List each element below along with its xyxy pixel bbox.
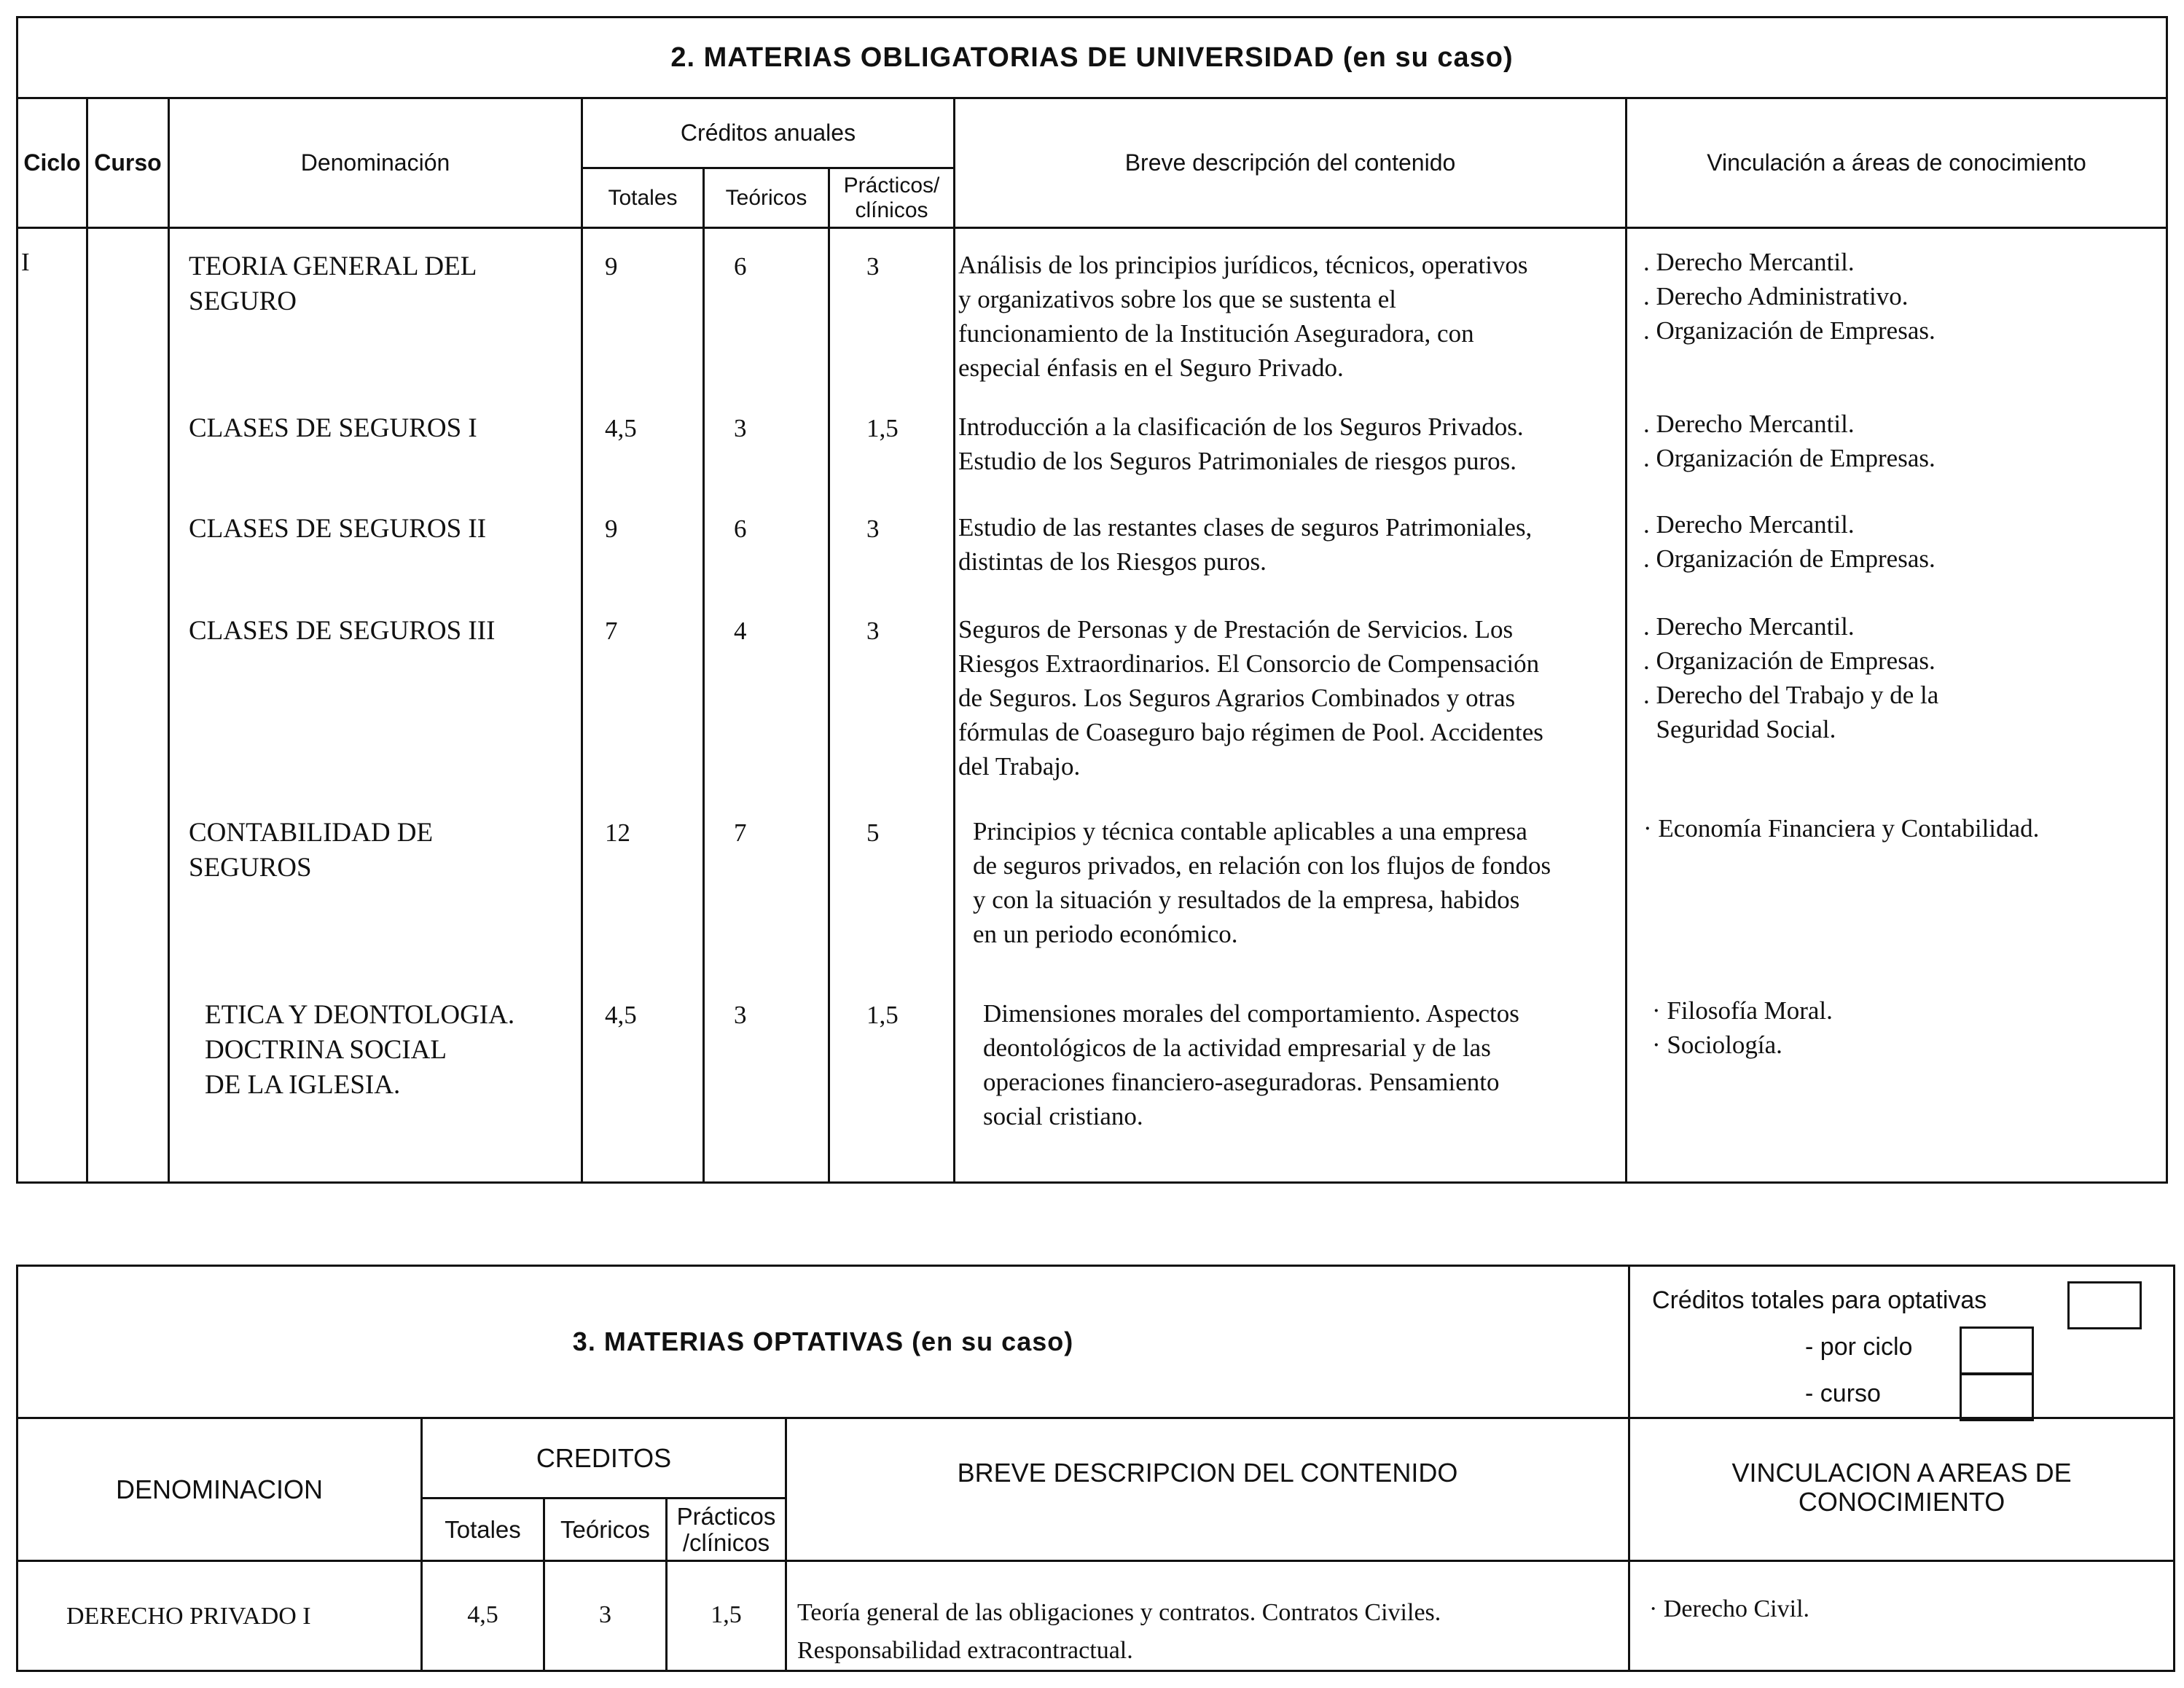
credits-practicos: 3 — [866, 252, 880, 281]
area-line: · Sociología. — [1652, 1031, 1782, 1059]
credits-teoricos: 6 — [734, 515, 747, 543]
description-line: especial énfasis en el Seguro Privado. — [958, 353, 1344, 382]
optativa-desc-line: Teoría general de las obligaciones y contratos. Contratos Civiles. — [797, 1599, 1441, 1626]
area-line: . Derecho Mercantil. — [1643, 410, 1855, 438]
header3-practicos: Prácticos /clínicos — [667, 1499, 786, 1561]
header-denominacion: Denominación — [169, 98, 582, 228]
header3-teoricos: Teóricos — [544, 1499, 667, 1561]
header3-totales: Totales — [422, 1499, 544, 1561]
description-line: Dimensiones morales del comportamiento. Aspectos — [983, 999, 1519, 1028]
header-teoricos: Teóricos — [704, 168, 829, 228]
subject-name-line: CONTABILIDAD DE — [189, 818, 434, 848]
description-line: y organizativos sobre los que se sustenta el — [958, 285, 1397, 313]
area-line: · Economía Financiera y Contabilidad. — [1643, 814, 2040, 843]
header3-creditos: CREDITOS — [422, 1418, 786, 1499]
optativas-total-box[interactable] — [2067, 1281, 2142, 1329]
header-curso: Curso — [87, 98, 169, 228]
area-line: · Filosofía Moral. — [1652, 996, 1833, 1025]
description-line: Análisis de los principios jurídicos, técnicos, operativos — [958, 251, 1528, 279]
header3-descripcion: BREVE DESCRIPCION DEL CONTENIDO — [786, 1418, 1629, 1561]
area-line: . Organización de Empresas. — [1643, 444, 1936, 472]
subject-description — [970, 814, 1555, 951]
subject-name — [176, 512, 486, 547]
section3-title: 3. MATERIAS OPTATIVAS (en su caso) — [17, 1266, 1629, 1418]
area-line: . Derecho Mercantil. — [1643, 248, 1855, 276]
optativas-credits-box — [1629, 1266, 2175, 1418]
credits-practicos: 5 — [866, 818, 880, 847]
knowledge-areas — [1627, 407, 1936, 475]
area-line: . Organización de Empresas. — [1643, 316, 1936, 345]
header-ciclo: Ciclo — [17, 98, 87, 228]
subject-description — [955, 248, 1533, 385]
subject-description — [955, 612, 1548, 784]
description-line: operaciones financiero-aseguradoras. Pensamiento — [983, 1068, 1500, 1096]
descripcion-column — [955, 228, 1627, 1183]
subject-name-line: ETICA Y DEONTOLOGIA. — [205, 1000, 515, 1030]
credits-totales: 4,5 — [605, 1001, 637, 1029]
credits-teoricos: 7 — [734, 818, 747, 847]
optativa-desc-line: Responsabilidad extracontractual. — [797, 1637, 1133, 1664]
description-line: de Seguros. Los Seguros Agrarios Combinados y otras — [958, 684, 1516, 712]
subject-name — [176, 614, 495, 649]
header-vinculacion: Vinculación a áreas de conocimiento — [1627, 98, 2167, 228]
ciclo-value: I — [17, 228, 87, 1183]
knowledge-areas — [1627, 507, 1936, 576]
credits-teoricos: 3 — [734, 1001, 747, 1029]
subject-description — [955, 510, 1536, 579]
optativas-label: Créditos totales para optativas — [1652, 1286, 1987, 1314]
area-line: . Derecho Mercantil. — [1643, 612, 1855, 641]
optativa-name: DERECHO PRIVADO I — [17, 1561, 422, 1671]
obligatorias-table — [16, 16, 2168, 1184]
por-ciclo-label: - por ciclo — [1805, 1333, 1913, 1361]
header-practicos: Prácticos/ clínicos — [829, 168, 955, 228]
description-line: fórmulas de Coaseguro bajo régimen de Pool. Accidentes — [958, 718, 1543, 746]
description-line: Estudio de las restantes clases de seguros Patrimoniales, — [958, 513, 1533, 542]
subject-name-line: TEORIA GENERAL DEL — [189, 251, 477, 281]
area-line: . Organización de Empresas. — [1643, 544, 1936, 573]
totales-column — [582, 228, 704, 1183]
credits-practicos: 1,5 — [866, 414, 899, 442]
subject-name — [176, 249, 477, 319]
optativa-totales: 4,5 — [422, 1561, 544, 1671]
header3-denominacion: DENOMINACION — [17, 1418, 422, 1561]
credits-totales: 7 — [605, 617, 618, 645]
practicos-column — [829, 228, 955, 1183]
credits-totales: 9 — [605, 252, 618, 281]
description-line: distintas de los Riesgos puros. — [958, 547, 1267, 576]
description-line: Introducción a la clasificación de los Seguros Privados. — [958, 413, 1524, 441]
subject-name-line: DE LA IGLESIA. — [205, 1070, 401, 1100]
optativa-desc — [786, 1561, 1629, 1671]
description-line: Principios y técnica contable aplicables a una empresa — [973, 817, 1527, 845]
credits-totales: 4,5 — [605, 414, 637, 442]
area-line: . Derecho del Trabajo y de la — [1643, 681, 1939, 709]
subject-name — [192, 998, 514, 1103]
denominacion-column — [169, 228, 582, 1183]
subject-name-line: CLASES DE SEGUROS II — [189, 514, 487, 544]
header-creditos-anuales: Créditos anuales — [582, 98, 955, 168]
header-totales: Totales — [582, 168, 704, 228]
description-line: funcionamiento de la Institución Aseguradora, con — [958, 319, 1474, 348]
header3-vinculacion: VINCULACION A AREAS DE CONOCIMIENTO — [1629, 1418, 2175, 1561]
optativa-areas: · Derecho Civil. — [1629, 1561, 2175, 1671]
description-line: de seguros privados, en relación con los flujos de fondos — [973, 851, 1551, 880]
description-line: y con la situación y resultados de la empresa, habidos — [973, 886, 1520, 914]
credits-practicos: 3 — [866, 515, 880, 543]
area-line: . Derecho Administrativo. — [1643, 282, 1909, 310]
optativa-teoricos: 3 — [544, 1561, 667, 1671]
subject-name-line: CLASES DE SEGUROS I — [189, 413, 477, 443]
teoricos-column — [704, 228, 829, 1183]
optativa-practicos: 1,5 — [667, 1561, 786, 1671]
section-title: 2. MATERIAS OBLIGATORIAS DE UNIVERSIDAD (en su caso) — [17, 17, 2167, 98]
area-line: . Derecho Mercantil. — [1643, 510, 1855, 539]
curso-box[interactable] — [1960, 1373, 2034, 1421]
credits-practicos: 3 — [866, 617, 880, 645]
description-line: en un periodo económico. — [973, 920, 1238, 948]
curso-column — [87, 228, 169, 1183]
knowledge-areas — [1627, 811, 2039, 845]
description-line: Estudio de los Seguros Patrimoniales de riesgos puros. — [958, 447, 1517, 475]
header-descripcion: Breve descripción del contenido — [955, 98, 1627, 228]
subject-name — [176, 411, 477, 446]
credits-teoricos: 4 — [734, 617, 747, 645]
subject-name — [176, 816, 433, 886]
subject-name-line: CLASES DE SEGUROS III — [189, 616, 496, 646]
por-ciclo-box[interactable] — [1960, 1326, 2034, 1375]
subject-name-line: SEGUROS — [189, 853, 312, 883]
optativas-table — [16, 1265, 2175, 1672]
curso-label: - curso — [1805, 1380, 1881, 1407]
credits-practicos: 1,5 — [866, 1001, 899, 1029]
description-line: Seguros de Personas y de Prestación de Servicios. Los — [958, 615, 1514, 644]
subject-description — [955, 410, 1528, 478]
subject-name-line: DOCTRINA SOCIAL — [205, 1035, 447, 1065]
description-line: deontológicos de la actividad empresarial y de las — [983, 1033, 1491, 1062]
credits-teoricos: 6 — [734, 252, 747, 281]
credits-totales: 9 — [605, 515, 618, 543]
area-line: Seguridad Social. — [1643, 715, 1836, 743]
description-line: Riesgos Extraordinarios. El Consorcio de Compensación — [958, 649, 1540, 678]
credits-teoricos: 3 — [734, 414, 747, 442]
credits-totales: 12 — [605, 818, 630, 847]
subject-description — [980, 996, 1524, 1133]
vinculacion-column — [1627, 228, 2167, 1183]
knowledge-areas — [1627, 245, 1936, 348]
knowledge-areas — [1627, 609, 1938, 746]
subject-name-line: SEGURO — [189, 286, 297, 316]
description-line: social cristiano. — [983, 1102, 1143, 1130]
description-line: del Trabajo. — [958, 752, 1081, 781]
area-line: . Organización de Empresas. — [1643, 646, 1936, 675]
knowledge-areas — [1636, 993, 1833, 1062]
